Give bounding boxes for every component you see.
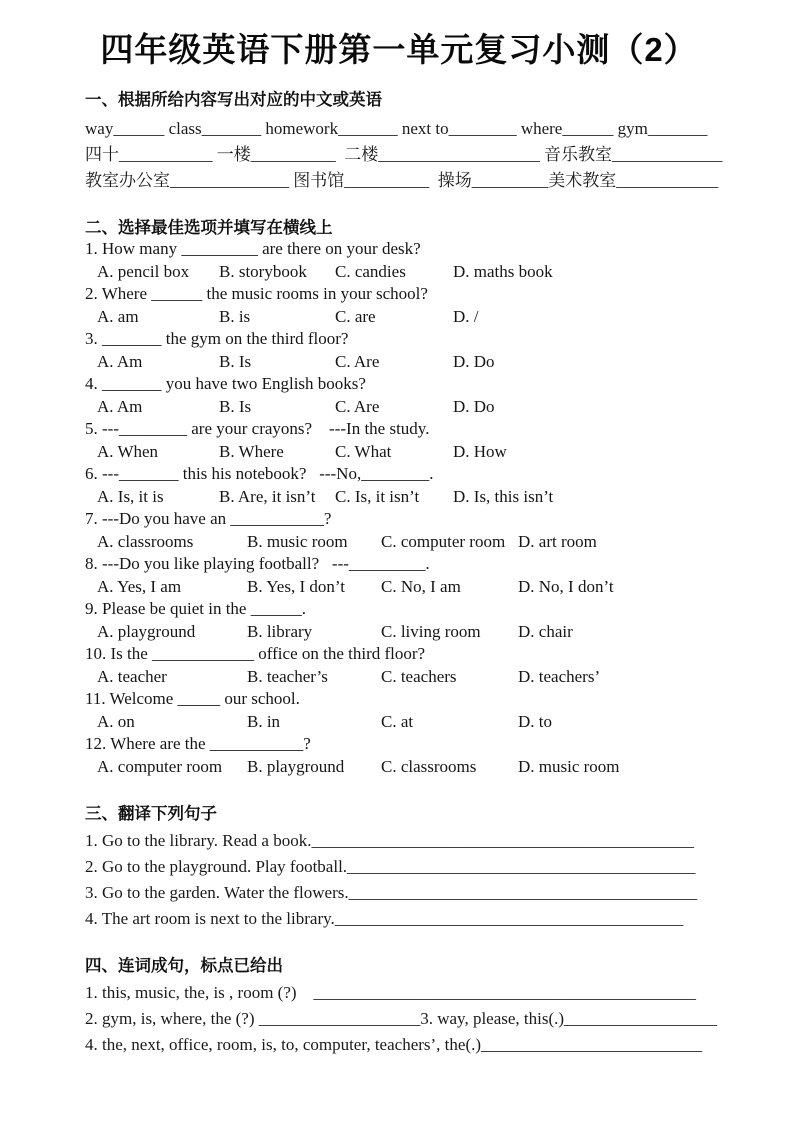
option-d: D. music room [518, 756, 620, 776]
option-b: B. Is [219, 351, 252, 371]
option-d: D. art room [518, 531, 597, 551]
option-a: A. When [97, 441, 159, 461]
option-a: A. am [97, 306, 139, 326]
option-c: C. classrooms [381, 756, 477, 776]
question-1 [85, 238, 713, 283]
option-b: B. playground [247, 756, 345, 776]
option-c: C. at [381, 711, 414, 731]
question-stem: 9. Please be quiet in the ______. [85, 599, 306, 618]
question-stem: 10. Is the ____________ office on the third floor? [85, 644, 426, 663]
ordering-line-1: 1. this, music, the, is , room (?) _____________________________________________ [85, 983, 697, 1002]
option-c: C. Are [335, 351, 380, 371]
option-a: A. teacher [97, 666, 167, 686]
question-options [85, 531, 713, 554]
option-c: C. candies [335, 261, 406, 281]
question-options [85, 261, 713, 284]
option-a: A. computer room [97, 756, 223, 776]
option-d: D. chair [518, 621, 573, 641]
option-c: C. Are [335, 396, 380, 416]
question-stem: 3. _______ the gym on the third floor? [85, 329, 349, 348]
option-c: C. living room [381, 621, 481, 641]
section3-heading: 三、翻译下列句子 [85, 805, 217, 823]
question-8 [85, 553, 713, 598]
option-b: B. Yes, I don’t [247, 576, 345, 596]
option-b: B. teacher’s [247, 666, 328, 686]
option-c: C. What [335, 441, 392, 461]
ordering-line-3: 4. the, next, office, room, is, to, computer, teachers’, the(.)__________________________ [85, 1035, 703, 1054]
question-7 [85, 508, 713, 553]
vocab-line-2: 四十___________ 一楼__________ 二楼___________________ 音乐教室_____________ [85, 145, 723, 164]
page-title: 四年级英语下册第一单元复习小测（2） [100, 31, 698, 68]
question-stem: 6. ---_______ this his notebook? ---No,________. [85, 464, 434, 483]
section1-heading: 一、根据所给内容写出对应的中文或英语 [85, 91, 382, 109]
question-stem: 5. ---________ are your crayons? ---In the study. [85, 419, 430, 438]
option-b: B. music room [247, 531, 348, 551]
option-c: C. are [335, 306, 376, 326]
question-options [85, 306, 713, 329]
question-10 [85, 643, 713, 688]
question-stem: 12. Where are the ___________? [85, 734, 311, 753]
question-options [85, 756, 713, 779]
question-2 [85, 283, 713, 328]
question-stem: 2. Where ______ the music rooms in your school? [85, 284, 428, 303]
question-options [85, 441, 713, 464]
section3-items [85, 828, 713, 932]
question-options [85, 666, 713, 689]
option-a: A. Am [97, 351, 143, 371]
option-b: B. storybook [219, 261, 307, 281]
option-d: D. / [453, 306, 479, 326]
option-d: D. No, I don’t [518, 576, 614, 596]
ordering-line-2: 2. gym, is, where, the (?) ___________________3. way, please, this(.)__________________ [85, 1009, 718, 1028]
question-5 [85, 418, 713, 463]
option-a: A. Is, it is [97, 486, 164, 506]
vocab-line-1: way______ class_______ homework_______ next to________ where______ gym_______ [85, 119, 708, 138]
section4-heading: 四、连词成句，标点已给出 [85, 957, 283, 975]
option-b: B. Is [219, 396, 252, 416]
option-a: A. Yes, I am [97, 576, 182, 596]
question-6 [85, 463, 713, 508]
option-d: D. Do [453, 351, 495, 371]
question-stem: 8. ---Do you like playing football? ---_________. [85, 554, 430, 573]
question-options [85, 486, 713, 509]
question-options [85, 351, 713, 374]
option-c: C. teachers [381, 666, 457, 686]
option-d: D. Do [453, 396, 495, 416]
question-stem: 1. How many _________ are there on your desk? [85, 239, 421, 258]
option-b: B. library [247, 621, 313, 641]
option-c: C. Is, it isn’t [335, 486, 420, 506]
section-vocabulary [85, 90, 723, 194]
question-12 [85, 733, 713, 778]
translation-item-3: 3. Go to the garden. Water the flowers._________________________________________ [85, 883, 698, 902]
translation-item-4: 4. The art room is next to the library._________________________________________ [85, 909, 684, 928]
option-c: C. computer room [381, 531, 506, 551]
option-d: D. How [453, 441, 507, 461]
question-options [85, 711, 713, 734]
option-c: C. No, I am [381, 576, 461, 596]
question-stem: 7. ---Do you have an ___________? [85, 509, 332, 528]
option-d: D. to [518, 711, 552, 731]
option-b: B. Where [219, 441, 284, 461]
option-d: D. Is, this isn’t [453, 486, 554, 506]
question-4 [85, 373, 713, 418]
option-b: B. Are, it isn’t [219, 486, 316, 506]
option-b: B. in [247, 711, 281, 731]
section1-lines [85, 116, 723, 194]
section-sentence-ordering [85, 956, 718, 1058]
question-11 [85, 688, 713, 733]
question-9 [85, 598, 713, 643]
question-stem: 11. Welcome _____ our school. [85, 689, 300, 708]
question-options [85, 396, 713, 419]
translation-item-1: 1. Go to the library. Read a book._____________________________________________ [85, 831, 694, 850]
option-b: B. is [219, 306, 251, 326]
option-a: A. pencil box [97, 261, 190, 281]
question-stem: 4. _______ you have two English books? [85, 374, 366, 393]
section2-heading: 二、选择最佳选项并填写在横线上 [85, 219, 333, 237]
section-translation [85, 804, 713, 932]
option-a: A. on [97, 711, 135, 731]
option-d: D. teachers’ [518, 666, 601, 686]
section4-lines [85, 980, 718, 1058]
option-d: D. maths book [453, 261, 553, 281]
option-a: A. playground [97, 621, 196, 641]
question-options [85, 576, 713, 599]
question-options [85, 621, 713, 644]
option-a: A. Am [97, 396, 143, 416]
question-3 [85, 328, 713, 373]
section-multiple-choice [85, 218, 713, 778]
vocab-line-3: 教室办公室______________ 图书馆__________ 操场_________美术教室____________ [85, 171, 719, 190]
translation-item-2: 2. Go to the playground. Play football._________________________________________ [85, 857, 696, 876]
option-a: A. classrooms [97, 531, 194, 551]
